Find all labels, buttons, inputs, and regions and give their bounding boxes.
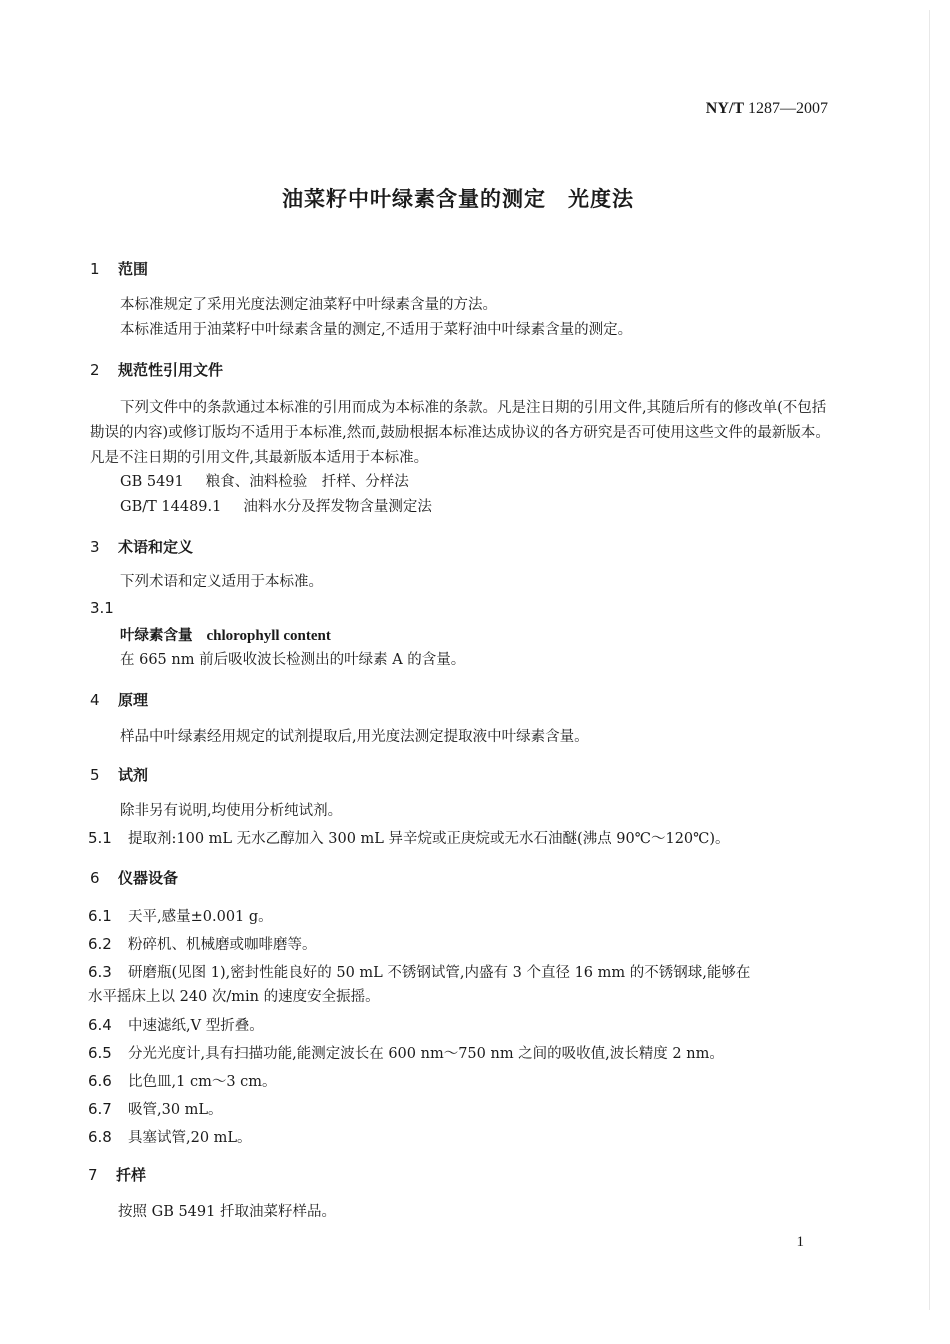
section-3-heading: 3 术语和定义 [90, 538, 194, 556]
section-4-paragraph-1: 样品中叶绿素经用规定的试剂提取后,用光度法测定提取液中叶绿素含量。 [120, 729, 589, 745]
item-6-3: 6.3 研磨瓶(见图 1),密封性能良好的 50 mL 不锈钢试管,内盛有 3 个直径 16 mm 的不锈钢球,能够在 [88, 963, 751, 981]
standard-code: NY/T 1287—2007 [705, 100, 828, 117]
section-2-paragraph-1: 下列文件中的条款通过本标准的引用而成为本标准的条款。凡是注日期的引用文件,其随后所有的修改单(不包括勘误的内容)或修订版均不适用于本标准,然而,鼓励根据本标准达成协议的各方研究是否可使用这些文件的最新版本。凡是不注日期的引用文件,其最新版本适用于本标准。 [90, 400, 830, 466]
document-title: 油菜籽中叶绿素含量的测定 光度法 [282, 187, 634, 211]
section-5-paragraph-1: 除非另有说明,均使用分析纯试剂。 [120, 803, 343, 819]
item-6-8: 6.8 具塞试管,20 mL。 [88, 1128, 252, 1146]
scan-edge-line [929, 10, 930, 1310]
item-6-4: 6.4 中速滤纸,V 型折叠。 [88, 1016, 264, 1034]
section-1-paragraph-1: 本标准规定了采用光度法测定油菜籽中叶绿素含量的方法。 [120, 297, 497, 313]
section-3-paragraph-1: 下列术语和定义适用于本标准。 [120, 574, 323, 590]
item-6-7: 6.7 吸管,30 mL。 [88, 1100, 223, 1118]
section-1-heading: 1 范围 [90, 260, 149, 278]
section-4-heading: 4 原理 [90, 691, 149, 709]
section-6-heading: 6 仪器设备 [90, 869, 179, 887]
section-1-paragraph-2: 本标准适用于油菜籽中叶绿素含量的测定,不适用于菜籽油中叶绿素含量的测定。 [120, 322, 633, 338]
item-6-3-continuation: 水平摇床上以 240 次/min 的速度安全振摇。 [88, 989, 380, 1005]
term-definition: 在 665 nm 前后吸收波长检测出的叶绿素 A 的含量。 [120, 652, 466, 668]
term-heading: 叶绿素含量 chlorophyll content [120, 628, 331, 644]
page-number: 1 [796, 1234, 804, 1250]
section-5-heading: 5 试剂 [90, 766, 149, 784]
reference-gb5491: GB 5491 粮食、油料检验 扦样、分样法 [120, 474, 409, 490]
subsection-3-1-number: 3.1 [90, 599, 114, 617]
section-7-paragraph-1: 按照 GB 5491 扦取油菜籽样品。 [118, 1204, 336, 1220]
section-2-heading: 2 规范性引用文件 [90, 361, 224, 379]
item-6-5: 6.5 分光光度计,具有扫描功能,能测定波长在 600 nm～750 nm 之间的吸收值,波长精度 2 nm。 [88, 1044, 724, 1062]
item-6-6: 6.6 比色皿,1 cm～3 cm。 [88, 1072, 277, 1090]
section-7-heading: 7 扦样 [88, 1166, 147, 1184]
item-5-1: 5.1 提取剂:100 mL 无水乙醇加入 300 mL 异辛烷或正庚烷或无水石油醚(沸点 90℃～120℃)。 [88, 829, 730, 847]
item-6-1: 6.1 天平,感量±0.001 g。 [88, 907, 273, 925]
reference-gbt14489: GB/T 14489.1 油料水分及挥发物含量测定法 [120, 499, 432, 515]
item-6-2: 6.2 粉碎机、机械磨或咖啡磨等。 [88, 935, 317, 953]
